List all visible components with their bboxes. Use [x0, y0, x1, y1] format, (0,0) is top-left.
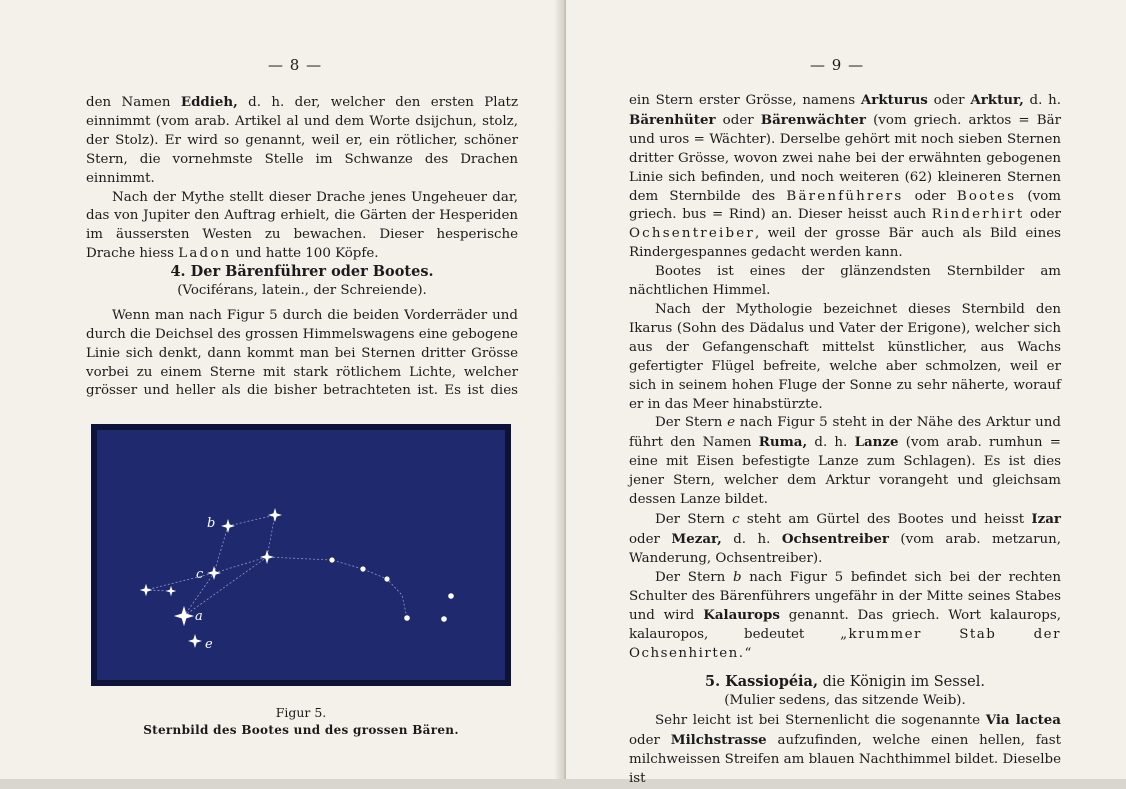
label-e: e [205, 637, 213, 652]
term-eddieh: Eddieh, [180, 94, 238, 110]
paragraph-glaenzend: Bootes ist eines der glänzendsten Sternbilder am nächtlichen Himmel. [629, 264, 1061, 299]
label-c: c [196, 567, 204, 582]
star-wagon-1 [329, 557, 334, 562]
paragraph-figur5: Wenn man nach Figur 5 durch die beiden Vorderräder und durch die Deichsel des grossen Himmelswagens eine gebogene Linie sich denkt, dann kommt man bei Sternen dritter Grösse vorbei zu einem Sterne mit stark rötlichem Lichte, welcher grösser und heller als die bisher betrachteten ist. Es ist dies [86, 307, 518, 399]
left-page [0, 0, 566, 779]
term-ladon: Ladon [178, 246, 232, 262]
star-wagon-3 [384, 576, 389, 581]
paragraph-mythe: Nach der Mythe stellt dieser Drache jenes Ungeheuer dar, das von Jupiter den Auftrag erhielt, die Gärten der Hesperiden im äussersten Westen zu bewachen. Dieser hesperische Drache hiess Ladon und hatte 100 Köpfe. [86, 189, 518, 262]
figure-caption-title: Sternbild des Bootes und des grossen Bären. [143, 723, 459, 737]
paragraph-kalaurops: Der Stern b nach Figur 5 befindet sich bei der rechten Schulter des Bärenführers ungefähr in der Mitte seines Stabes und wird Kalaurops genannt. Das griech. Wort kalaurops, kalauropos, bedeutet „krummer Stab der Ochsenhirten.“ [629, 569, 1061, 662]
section-subheading-kassiopeia: (Mulier sedens, das sitzende Weib). [724, 693, 966, 709]
paragraph-izar: Der Stern c steht am Gürtel des Bootes und heisst Izar oder Mezar, d. h. Ochsentreiber (vom arab. metzarun, Wanderung, Ochsentreiber). [629, 510, 1061, 566]
label-a: a [195, 609, 203, 624]
right-text [629, 91, 1061, 789]
constellation-illustration [91, 424, 511, 686]
label-b: b [207, 516, 216, 531]
constellation-figure [91, 424, 511, 686]
section-heading-bootes: 4. Der Bärenführer oder Bootes. [170, 263, 434, 280]
section-heading-kassiopeia: 5. Kassiopéia, die Königin im Sessel. [705, 673, 985, 691]
paragraph-milchstrasse: Sehr leicht ist bei Sternenlicht die sogenannte Via lactea oder Milchstrasse aufzufinden, welche einen hellen, fast milchweissen Streifen am blauen Nachthimmel bildet. Dieselbe ist [629, 712, 1061, 786]
star-wagon-2 [360, 566, 365, 571]
figure-caption-number: Figur 5. [275, 705, 327, 720]
night-sky [97, 430, 505, 680]
star-wagon-4 [404, 615, 410, 621]
paragraph-ikarus: Nach der Mythologie bezeichnet dieses Sternbild den Ikarus (Sohn des Dädalus und Vater der Erigone), welcher sich aus der Gefangenschaft mittelst künstlicher, aus Wachs gefertigter Flügel befreite, welche aber schmolzen, weil er sich in seinem hohen Fluge der Sonne zu sehr näherte, worauf er in das Meer hinabstürzte. [629, 301, 1061, 412]
page-number-right: — 9 — [810, 56, 865, 74]
page-number-left: — 8 — [268, 56, 323, 74]
section-subheading-bootes: (Vociférans, latein., der Schreiende). [177, 282, 427, 298]
paragraph-eddieh: den Namen Eddieh, d. h. der, welcher den ersten Platz einnimmt (vom arab. Artikel al und dem Worte dsijchun, stolz, der Stolz). Er wird so genannt, weil er, ein rötlicher, schöner Stern, die vornehmste Stelle im Schwanze des Drachen einnimmt. [86, 94, 518, 186]
left-text-section4 [86, 263, 518, 401]
left-text-top [86, 93, 518, 264]
star-wagon-6 [441, 616, 447, 622]
right-page [566, 0, 1126, 786]
paragraph-ruma: Der Stern e nach Figur 5 steht in der Nähe des Arktur und führt den Namen Ruma, d. h. Lanze (vom arab. rumhun = eine mit Eisen befestigte Lanze zum Schlagen). Es ist dies jener Stern, welcher dem Arktur vorangeht und gleichsam dessen Lanze bildet. [629, 415, 1062, 508]
paragraph-arkturus: ein Stern erster Grösse, namens Arkturus oder Arktur, d. h. Bärenhüter oder Bärenwächter (vom griech. arktos = Bär und uros = Wächter). Derselbe gehört mit noch sieben Sternen dritter Grösse, wovon zwei nahe bei der erwähnten gebogenen Linie sich befinden, und noch weiteren (62) kleineren Sternen dem Sternbilde des Bärenführers oder Bootes (vom griech. bus = Rind) an. Dieser heisst auch Rinderhirt oder Ochsentreiber, weil der grosse Bär auch als Bild eines Rindergespannes gedacht werden kann. [629, 92, 1061, 261]
star-wagon-5 [448, 593, 454, 599]
